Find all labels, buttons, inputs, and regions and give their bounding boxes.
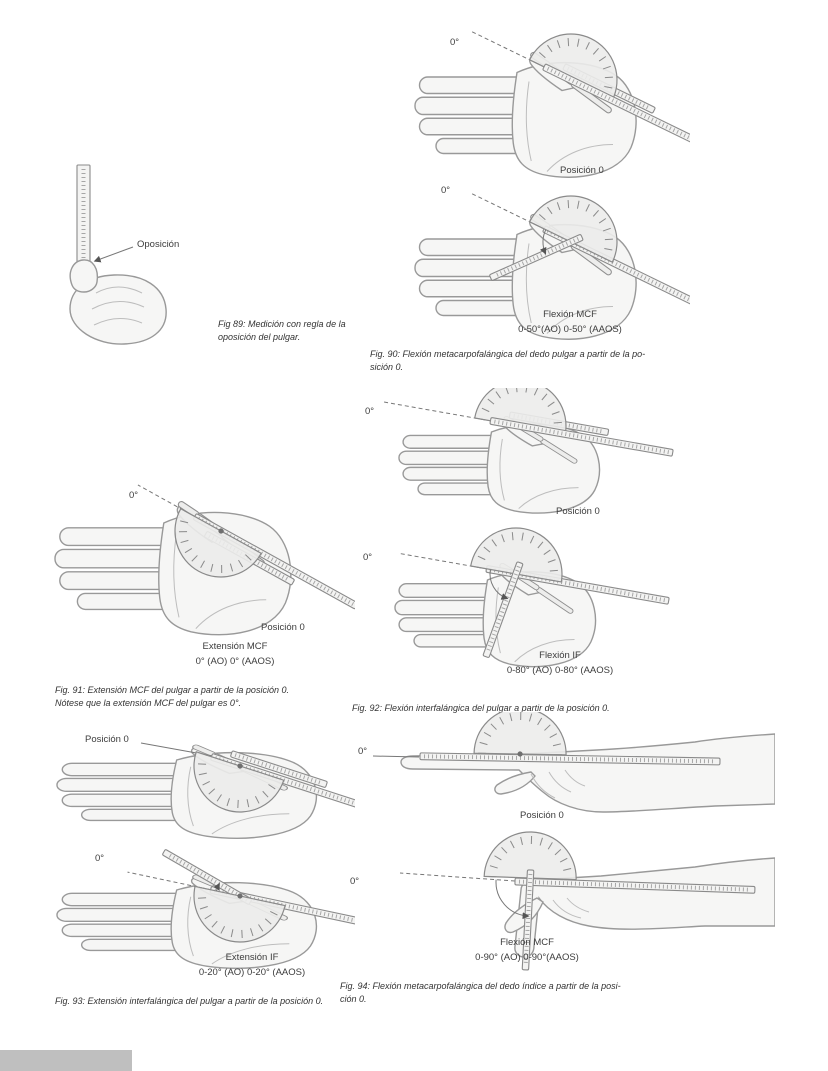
fig93-b-angle-label: 0°	[95, 853, 105, 864]
fig90-caption	[370, 348, 682, 373]
fig93-caption-line1: Fig. 93: Extensión interfalángica del pulgar a partir de la posición 0.	[55, 996, 324, 1006]
fig94-caption-line1: Fig. 94: Flexión metacarpofalángica del dedo índice a partir de la posi-	[340, 981, 621, 991]
fig92-result-title: Flexión IF	[539, 650, 581, 661]
fig93-result-range: 0-20° (AO) 0-20° (AAOS)	[198, 966, 306, 978]
fig94-result	[447, 936, 607, 965]
fig90-panel-position0	[355, 25, 690, 181]
figure-93	[45, 726, 355, 1018]
fig94-result-range: 0-90° (AO) 0-90°(AAOS)	[475, 951, 579, 963]
fig90-result	[485, 308, 655, 337]
fig90-caption-line2: sición 0.	[370, 361, 404, 372]
oposicion-arrow	[95, 247, 133, 261]
fig93-result	[172, 951, 332, 980]
fig92-result-range: 0-80° (AO) 0-80° (AAOS)	[506, 664, 614, 676]
fig91-position-label: Posición 0	[261, 622, 305, 633]
fig94-a-position-label: Posición 0	[520, 810, 564, 821]
fig92-a-angle-label: 0°	[365, 406, 375, 417]
fig91-caption-line1: Fig. 91: Extensión MCF del pulgar a partir de la posición 0.	[55, 685, 289, 695]
fig91-caption-line2: Nótese que la extensión MCF del pulgar es 0°.	[55, 697, 242, 708]
fig89-caption-line1: Fig 89: Medición con regla de la	[218, 319, 346, 329]
fig91-result	[160, 640, 310, 669]
fig91-panel-extension	[45, 478, 355, 640]
fig93-result-title: Extensión IF	[225, 952, 279, 963]
figure-92	[345, 388, 680, 713]
hand-side-illustration	[401, 734, 775, 812]
fig89-caption	[218, 318, 353, 343]
fig94-caption	[340, 980, 670, 1005]
fist-illustration	[70, 260, 166, 344]
fig91-angle-label: 0°	[129, 490, 139, 501]
fig90-b-angle-label: 0°	[441, 185, 451, 196]
figure-89	[55, 145, 355, 360]
fig90-result-range: 0-50°(AO) 0-50° (AAOS)	[518, 323, 622, 335]
hand-illustration	[55, 505, 291, 635]
fig94-caption-line2: ción 0.	[340, 993, 367, 1004]
fig89-caption-line2: oposición del pulgar.	[218, 331, 301, 342]
fig93-caption	[55, 995, 355, 1008]
fig92-b-angle-label: 0°	[363, 552, 373, 563]
fig92-a-position-label: Posición 0	[556, 506, 600, 517]
fig90-caption-line1: Fig. 90: Flexión metacarpofalángica del dedo pulgar a partir de la po-	[370, 349, 646, 359]
fig90-result-title: Flexión MCF	[543, 309, 597, 320]
fig94-b-angle-label: 0°	[350, 876, 360, 887]
fig91-result-range: 0° (AO) 0° (AAOS)	[195, 655, 275, 667]
fig90-a-angle-label: 0°	[450, 37, 460, 48]
fig92-caption-line1: Fig. 92: Flexión interfalángica del pulgar a partir de la posición 0.	[352, 703, 610, 713]
fig92-result	[480, 649, 640, 678]
fig93-a-position-label: Posición 0	[85, 734, 129, 745]
fig91-result-title: Extensión MCF	[202, 641, 268, 652]
goniometer	[420, 712, 721, 765]
fig90-a-position-label: Posición 0	[560, 165, 604, 176]
fig92-panel-position0	[345, 388, 680, 520]
scan-artifact-bar	[0, 1050, 132, 1071]
fig94-panel-position0	[335, 712, 775, 826]
fig94-a-angle-label: 0°	[358, 746, 368, 757]
figure-91	[45, 478, 355, 718]
fig94-result-title: Flexión MCF	[500, 937, 554, 948]
oposicion-label: Oposición	[137, 239, 180, 250]
fig91-caption	[55, 684, 355, 709]
figure-94	[335, 710, 800, 1022]
figure-90	[355, 25, 690, 380]
